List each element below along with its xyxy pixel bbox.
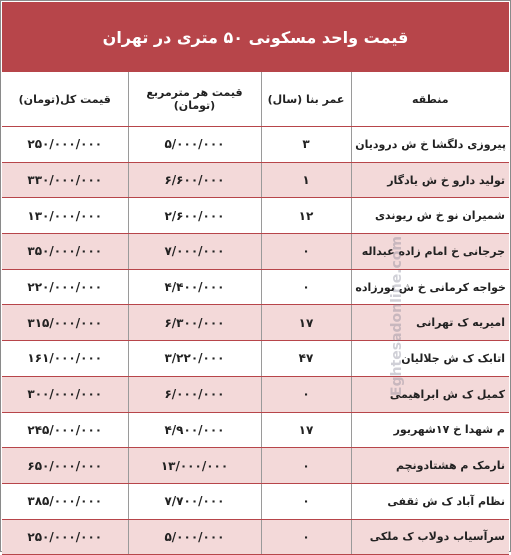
total-price-cell: ۳۸۵/۰۰۰/۰۰۰ [2, 483, 128, 519]
age-cell: ۰ [261, 234, 351, 270]
table-row [2, 198, 509, 234]
table-row [2, 412, 509, 448]
price-per-sqm-cell: ۷/۰۰۰/۰۰۰ [128, 234, 261, 270]
region-cell: شمیران نو خ ش ریوندی [351, 198, 509, 234]
age-cell: ۰ [261, 483, 351, 519]
table-title: قیمت واحد مسکونی ۵۰ متری در تهران [2, 2, 509, 72]
price-per-sqm-cell: ۳/۲۲۰/۰۰۰ [128, 341, 261, 377]
total-price-cell: ۲۴۵/۰۰۰/۰۰۰ [2, 412, 128, 448]
price-per-sqm-cell: ۴/۹۰۰/۰۰۰ [128, 412, 261, 448]
watermark: Eghtesadonline.com [389, 236, 405, 397]
total-price-cell: ۳۱۵/۰۰۰/۰۰۰ [2, 305, 128, 341]
region-cell: نظام آباد ک ش ثقفی [351, 483, 509, 519]
header-age: عمر بنا (سال) [261, 72, 351, 127]
header-total-price: قیمت کل(تومان) [2, 72, 128, 127]
age-cell: ۰ [261, 269, 351, 305]
table-row [2, 234, 509, 270]
age-cell: ۰ [261, 448, 351, 484]
table-row [2, 448, 509, 484]
region-cell: م شهدا خ ۱۷شهریور [351, 412, 509, 448]
header-row [2, 72, 509, 127]
age-cell: ۴۷ [261, 341, 351, 377]
price-per-sqm-cell: ۲/۶۰۰/۰۰۰ [128, 198, 261, 234]
price-per-sqm-cell: ۶/۶۰۰/۰۰۰ [128, 162, 261, 198]
region-cell: جرجانی خ امام زاده عبداله [351, 234, 509, 270]
total-price-cell: ۶۵۰/۰۰۰/۰۰۰ [2, 448, 128, 484]
region-cell: نارمک م هشتادونچم [351, 448, 509, 484]
region-cell: سرآسیاب دولاب ک ملکی [351, 519, 509, 555]
age-cell: ۱۷ [261, 412, 351, 448]
price-per-sqm-cell: ۶/۳۰۰/۰۰۰ [128, 305, 261, 341]
header-price-per-sqm: قیمت هر مترمربع (تومان) [128, 72, 261, 127]
total-price-cell: ۳۳۰/۰۰۰/۰۰۰ [2, 162, 128, 198]
region-cell: خواجه کرمانی خ ش نورزاده [351, 269, 509, 305]
total-price-cell: ۲۵۰/۰۰۰/۰۰۰ [2, 519, 128, 555]
total-price-cell: ۱۶۱/۰۰۰/۰۰۰ [2, 341, 128, 377]
header-region: منطقه [351, 72, 509, 127]
price-table [2, 72, 509, 555]
table-row [2, 127, 509, 163]
table-body [2, 127, 509, 555]
total-price-cell: ۲۵۰/۰۰۰/۰۰۰ [2, 127, 128, 163]
table-row [2, 269, 509, 305]
table-row [2, 162, 509, 198]
price-per-sqm-cell: ۵/۰۰۰/۰۰۰ [128, 127, 261, 163]
table-row [2, 483, 509, 519]
total-price-cell: ۱۳۰/۰۰۰/۰۰۰ [2, 198, 128, 234]
region-cell: تولید دارو خ ش یادگار [351, 162, 509, 198]
age-cell: ۱۷ [261, 305, 351, 341]
age-cell: ۱۲ [261, 198, 351, 234]
price-per-sqm-cell: ۱۳/۰۰۰/۰۰۰ [128, 448, 261, 484]
price-per-sqm-cell: ۵/۰۰۰/۰۰۰ [128, 519, 261, 555]
table-row [2, 376, 509, 412]
total-price-cell: ۲۲۰/۰۰۰/۰۰۰ [2, 269, 128, 305]
table-row [2, 305, 509, 341]
region-cell: پیروزی دلگشا خ ش درودیان [351, 127, 509, 163]
age-cell: ۰ [261, 376, 351, 412]
price-per-sqm-cell: ۷/۷۰۰/۰۰۰ [128, 483, 261, 519]
age-cell: ۳ [261, 127, 351, 163]
price-per-sqm-cell: ۴/۴۰۰/۰۰۰ [128, 269, 261, 305]
region-cell: کمیل ک ش ابراهیمی [351, 376, 509, 412]
total-price-cell: ۳۰۰/۰۰۰/۰۰۰ [2, 376, 128, 412]
table-row [2, 519, 509, 555]
region-cell: اتابک ک ش جلالیان [351, 341, 509, 377]
age-cell: ۰ [261, 519, 351, 555]
age-cell: ۱ [261, 162, 351, 198]
total-price-cell: ۳۵۰/۰۰۰/۰۰۰ [2, 234, 128, 270]
price-per-sqm-cell: ۶/۰۰۰/۰۰۰ [128, 376, 261, 412]
table-row [2, 341, 509, 377]
region-cell: امیریه ک تهرانی [351, 305, 509, 341]
